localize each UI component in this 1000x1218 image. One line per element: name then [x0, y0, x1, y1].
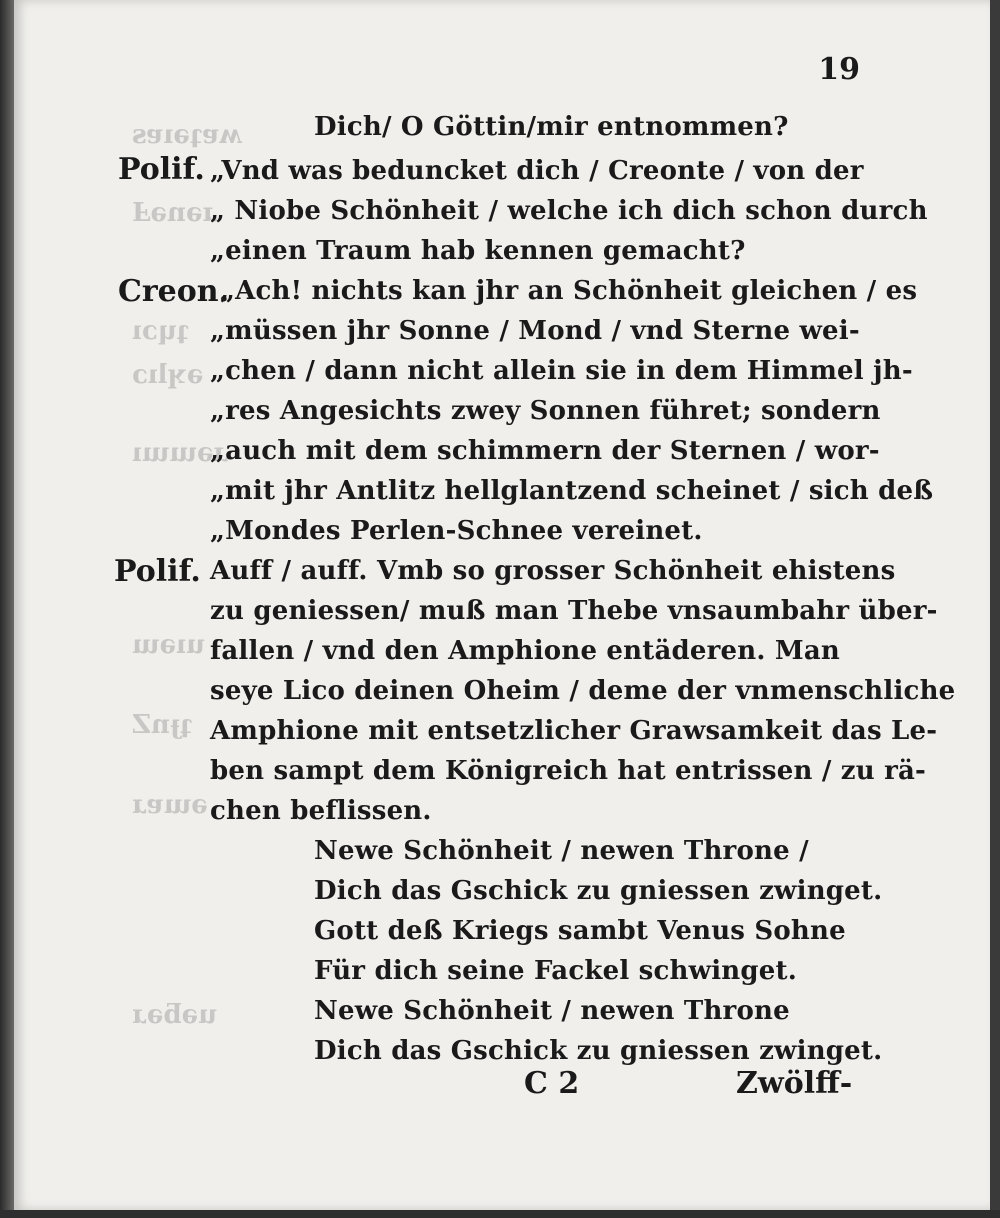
text-line: ben sampt dem Königreich hat entrissen / zu rä-	[210, 756, 927, 786]
text-line: „ Niobe Schönheit / welche ich dich schon durch	[210, 196, 928, 226]
verse-line: Newe Schönheit / newen Throne	[314, 996, 790, 1026]
text-line: „Ach! nichts kan jhr an Schönheit gleichen / es	[220, 276, 918, 306]
text-line: Amphione mit entsetzlicher Grawsamkeit das Le-	[210, 716, 938, 746]
verse-line: Gott deß Kriegs sambt Venus Sohne	[314, 916, 846, 946]
verse-line: Newe Schönheit / newen Throne /	[314, 836, 809, 866]
bleed-through-text: uıǝɯ	[132, 630, 205, 660]
text-line: „einen Traum hab kennen gemacht?	[210, 236, 746, 266]
bleed-through-text: ɹǝnǝℲ	[132, 198, 218, 228]
text-line: fallen / vnd den Amphione entäderen. Man	[210, 636, 841, 666]
text-line: Auff / auff. Vmb so grosser Schönheit ehistens	[210, 556, 896, 586]
text-line: „auch mit dem schimmern der Sternen / wor-	[210, 436, 880, 466]
text-line: Dich/ O Göttin/mir entnommen?	[314, 112, 789, 142]
bleed-through-text: ɹǝɯɯı	[132, 438, 229, 468]
speaker-label: Creon.	[118, 274, 230, 309]
speaker-label: Polif.	[118, 152, 205, 187]
text-line: „müssen jhr Sonne / Mond / vnd Sterne wei-	[210, 316, 860, 346]
bleed-through-text: uǝƃǝɹ	[132, 1000, 218, 1030]
text-line: „chen / dann nicht allein sie in dem Himmel jh-	[210, 356, 913, 386]
verse-line: Dich das Gschick zu gniessen zwinget.	[314, 876, 883, 906]
text-line: „mit jhr Antlitz hellglantzend scheinet / sich deß	[210, 476, 934, 506]
text-line: „res Angesichts zwey Sonnen führet; sondern	[210, 396, 881, 426]
speaker-label: Polif.	[114, 554, 201, 589]
verse-line: Dich das Gschick zu gniessen zwinget.	[314, 1036, 883, 1066]
text-line: chen beflissen.	[210, 796, 432, 826]
book-spine	[0, 0, 14, 1218]
bleed-through-text: ǝɯɐɹ	[132, 790, 208, 820]
text-line: „Vnd was beduncket dich / Creonte / von der	[210, 156, 864, 186]
bleed-through-text: ǝʞlıɔ	[132, 360, 204, 390]
text-line: „Mondes Perlen-Schnee vereinet.	[210, 516, 703, 546]
text-line: zu geniessen/ muß man Thebe vnsaumbahr über-	[210, 596, 938, 626]
bleed-through-text: ʇɥɔı	[132, 316, 190, 346]
bleed-through-text: ʍɐʇǝıɐs	[132, 120, 244, 150]
text-line: seye Lico deinen Oheim / deme der vnmenschliche	[210, 676, 956, 706]
bleed-through-text: ʇɟnZ	[132, 710, 193, 740]
verse-line: Für dich seine Fackel schwinget.	[314, 956, 797, 986]
catchword: Zwölff-	[736, 1066, 853, 1101]
page-bottom-edge	[0, 1210, 1000, 1218]
page-number: 19	[818, 52, 860, 87]
signature-mark: C 2	[524, 1066, 580, 1101]
book-page	[14, 0, 990, 1210]
